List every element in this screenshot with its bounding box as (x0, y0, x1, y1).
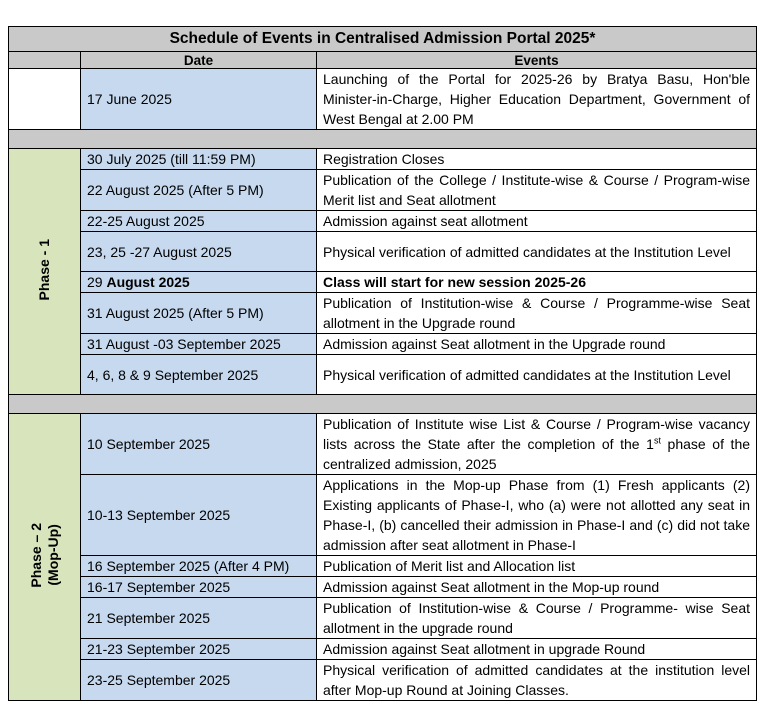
table-row (9, 639, 757, 660)
phase-2-label-line1: Phase – 2 (27, 523, 44, 588)
date-bold: August 2025 (106, 274, 190, 290)
header-blank (9, 52, 81, 69)
event-cell: Launching of the Portal for 2025-26 by Bratya Basu, Hon'ble Minister-in-Charge, Higher Education Department, Government of West Bengal at 2.00 PM (317, 69, 757, 130)
title-row (9, 27, 757, 52)
event-bold: Class will start for new session 2025-26 (323, 274, 587, 290)
table-row (9, 232, 757, 272)
date-cell: 10-13 September 2025 (81, 475, 317, 556)
event-text-b: phase of the centralized admission, 2025 (323, 436, 751, 472)
event-cell (317, 414, 757, 475)
date-cell: 22-25 August 2025 (81, 211, 317, 232)
table-row (9, 355, 757, 395)
table-row (9, 293, 757, 334)
blank-cell (9, 69, 81, 130)
event-text-a: Publication of Institute wise List & Course / Program-wise vacancy lists across the State after the completion of the 1 (323, 416, 751, 452)
date-cell: 30 July 2025 (till 11:59 PM) (81, 149, 317, 170)
event-cell: Admission against seat allotment (317, 211, 757, 232)
event-cell: Admission against Seat allotment in the Upgrade round (317, 334, 757, 355)
date-cell (81, 272, 317, 293)
separator-row (9, 130, 757, 149)
date-cell: 21 September 2025 (81, 598, 317, 639)
date-cell: 4, 6, 8 & 9 September 2025 (81, 355, 317, 395)
table-row (9, 577, 757, 598)
date-cell: 16-17 September 2025 (81, 577, 317, 598)
table-row (9, 211, 757, 232)
table-row (9, 334, 757, 355)
table-row (9, 170, 757, 211)
event-cell (317, 272, 757, 293)
event-cell: Registration Closes (317, 149, 757, 170)
phase-1-label: Phase - 1 (36, 239, 52, 301)
date-cell: 23-25 September 2025 (81, 660, 317, 701)
event-cell: Physical verification of admitted candidates at the Institution Level (317, 355, 757, 395)
header-events: Events (317, 52, 757, 69)
header-row (9, 52, 757, 69)
date-cell: 21-23 September 2025 (81, 639, 317, 660)
event-cell: Admission against Seat allotment in upgrade Round (317, 639, 757, 660)
event-cell: Physical verification of admitted candidates at the Institution Level (317, 232, 757, 272)
date-cell: 17 June 2025 (81, 69, 317, 130)
date-cell: 22 August 2025 (After 5 PM) (81, 170, 317, 211)
date-cell: 31 August 2025 (After 5 PM) (81, 293, 317, 334)
date-cell: 31 August -03 September 2025 (81, 334, 317, 355)
event-cell: Applications in the Mop-up Phase from (1) Fresh applicants (2) Existing applicants of Phase-I, who (a) were not allotted any seat in Phase-I, (b) cancelled their admission in Phase-I and (c) did not take admission after seat allotment in Phase-I (317, 475, 757, 556)
table-row (9, 475, 757, 556)
separator-row (9, 395, 757, 414)
table-row (9, 598, 757, 639)
separator-cell (9, 395, 757, 414)
event-cell: Publication of the College / Institute-wise & Course / Program-wise Merit list and Seat allotment (317, 170, 757, 211)
separator-cell (9, 130, 757, 149)
phase-1-label-cell (9, 149, 81, 395)
table-row (9, 149, 757, 170)
date-cell: 23, 25 -27 August 2025 (81, 232, 317, 272)
table-row (9, 69, 757, 130)
event-cell: Physical verification of admitted candidates at the institution level after Mop-up Round at Joining Classes. (317, 660, 757, 701)
event-superscript: st (653, 435, 661, 446)
table-row (9, 556, 757, 577)
header-date: Date (81, 52, 317, 69)
table-row (9, 414, 757, 475)
phase-2-label-cell (9, 414, 81, 701)
event-cell: Publication of Institution-wise & Course / Programme-wise Seat allotment in the Upgrade round (317, 293, 757, 334)
event-cell: Admission against Seat allotment in the Mop-up round (317, 577, 757, 598)
table-row (9, 272, 757, 293)
event-cell: Publication of Institution-wise & Course / Programme- wise Seat allotment in the upgrade round (317, 598, 757, 639)
phase-2-label (28, 523, 62, 588)
event-cell: Publication of Merit list and Allocation list (317, 556, 757, 577)
date-cell: 10 September 2025 (81, 414, 317, 475)
date-cell: 16 September 2025 (After 4 PM) (81, 556, 317, 577)
table-row (9, 660, 757, 701)
date-prefix: 29 (87, 274, 107, 290)
table-title: Schedule of Events in Centralised Admission Portal 2025* (9, 27, 757, 52)
schedule-table (8, 26, 757, 701)
phase-2-label-line2: (Mop-Up) (44, 524, 61, 587)
